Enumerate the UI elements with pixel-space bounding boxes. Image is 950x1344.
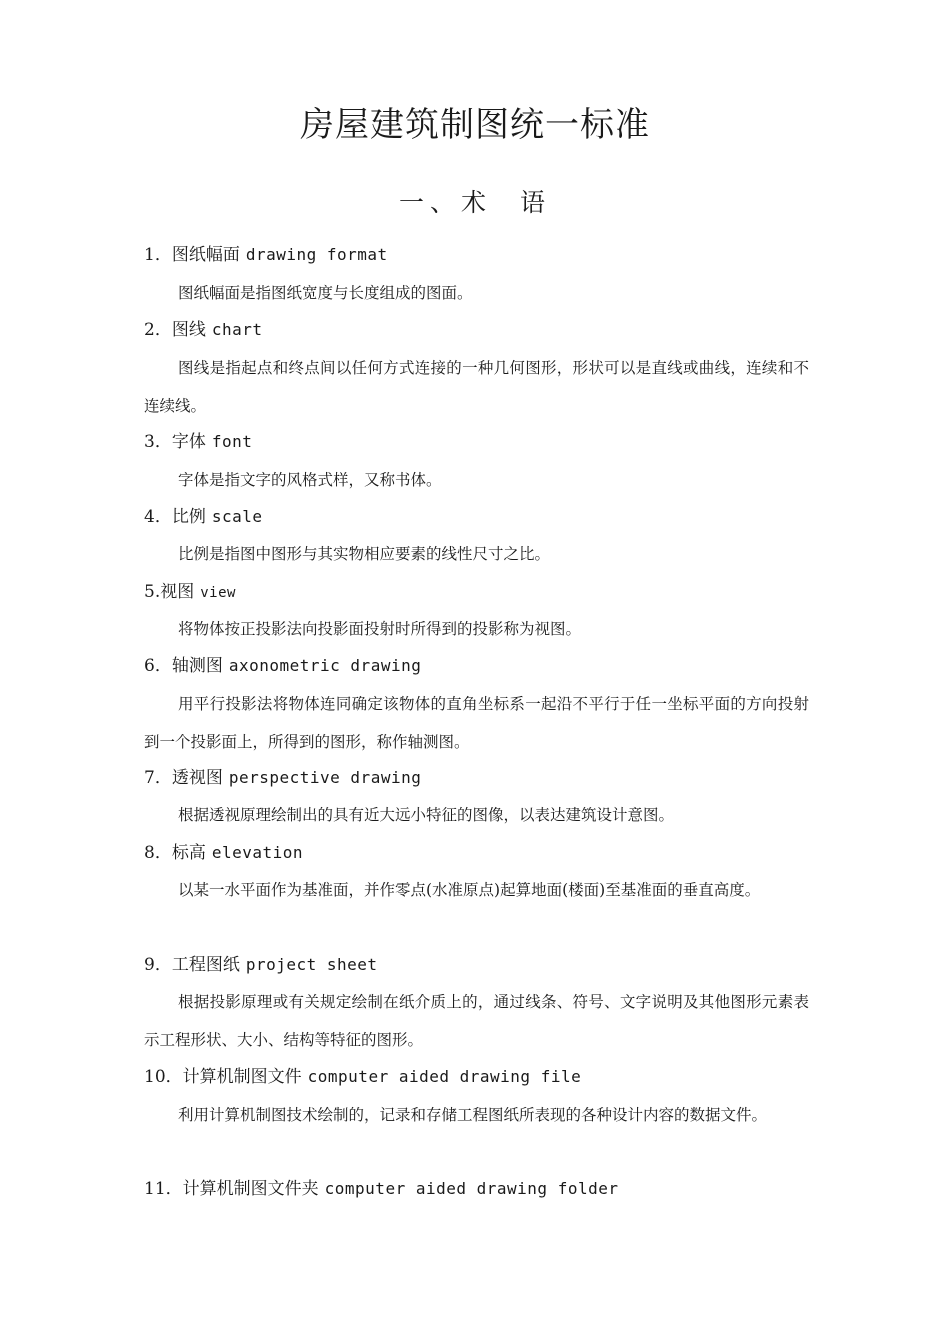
term-name-zh: 工程图纸 [171,955,240,975]
term-name-zh: 计算机制图文件 [182,1067,302,1087]
term-number: 11． [144,1179,183,1199]
term-definition-7: 根据透视原理绘制出的具有近大远小特征的图像，以表达建筑设计意图。 [178,806,675,824]
term-name-en: drawing format [245,245,388,264]
term-name-en: project sheet [245,955,378,974]
term-definition-8: 以某一水平面作为基准面，并作零点(水准原点)起算地面(楼面)至基准面的垂直高度。 [178,881,761,899]
term-name-zh: 透视图 [171,768,223,788]
term-name-zh: 标高 [171,843,206,863]
term-name-zh: 计算机制图文件夹 [182,1179,319,1199]
term-name-en: computer aided drawing folder [324,1179,619,1198]
term-name-en: axonometric drawing [228,656,422,675]
term-number: 6． [144,656,172,676]
term-definition-9: 根据投影原理或有关规定绘制在纸介质上的，通过线条、符号、文字说明及其他图形元素表示工程形状、大小、结构等特征的图形。 [144,993,809,1049]
term-name-zh: 轴测图 [171,656,223,676]
term-number: 3． [144,432,172,452]
document-title: 房屋建筑制图统一标准 [300,105,650,145]
term-number: 2． [144,320,172,340]
term-heading-1 [144,243,388,267]
term-name-zh: 字体 [171,432,206,452]
term-number: 1． [144,245,172,265]
term-name-en: scale [211,507,263,526]
term-definition-4: 比例是指图中图形与其实物相应要素的线性尺寸之比。 [178,545,551,563]
term-name-zh: 比例 [171,507,206,527]
term-number: 4． [144,507,172,527]
term-name-en: view [200,585,236,601]
term-number: 7． [144,768,172,788]
term-definition-1: 图纸幅面是指图纸宽度与长度组成的图面。 [178,284,473,302]
term-heading-6 [144,654,421,678]
term-definition-6: 用平行投影法将物体连同确定该物体的直角坐标系一起沿不平行于任一坐标平面的方向投射到一个投影面上，所得到的图形，称作轴测图。 [144,695,809,751]
term-heading-9 [144,953,378,977]
term-number: 10． [144,1067,183,1087]
term-heading-11 [144,1177,619,1201]
term-name-zh: 视图 [160,582,195,602]
term-heading-2 [144,318,263,342]
term-heading-4 [144,505,263,529]
term-heading-5 [144,580,236,605]
term-name-en: computer aided drawing file [307,1067,582,1086]
term-number: 5. [144,582,161,602]
term-name-zh: 图线 [171,320,206,340]
term-definition-2: 图线是指起点和终点间以任何方式连接的一种几何图形，形状可以是直线或曲线，连续和不连续线。 [144,359,809,415]
term-heading-3 [144,430,252,454]
term-definition-3: 字体是指文字的风格式样，又称书体。 [178,471,442,489]
term-number: 8． [144,843,172,863]
term-definition-10: 利用计算机制图技术绘制的，记录和存储工程图纸所表现的各种设计内容的数据文件。 [178,1106,768,1124]
term-name-en: font [211,432,253,451]
term-name-en: elevation [211,843,304,862]
section-title: 一、术 语 [399,188,551,217]
term-heading-8 [144,841,303,865]
term-name-en: chart [211,320,263,339]
term-definition-5: 将物体按正投影法向投影面投射时所得到的投影称为视图。 [178,620,582,638]
term-heading-10 [144,1065,581,1089]
term-name-zh: 图纸幅面 [171,245,240,265]
term-heading-7 [144,766,421,790]
term-number: 9． [144,955,172,975]
term-name-en: perspective drawing [228,768,422,787]
